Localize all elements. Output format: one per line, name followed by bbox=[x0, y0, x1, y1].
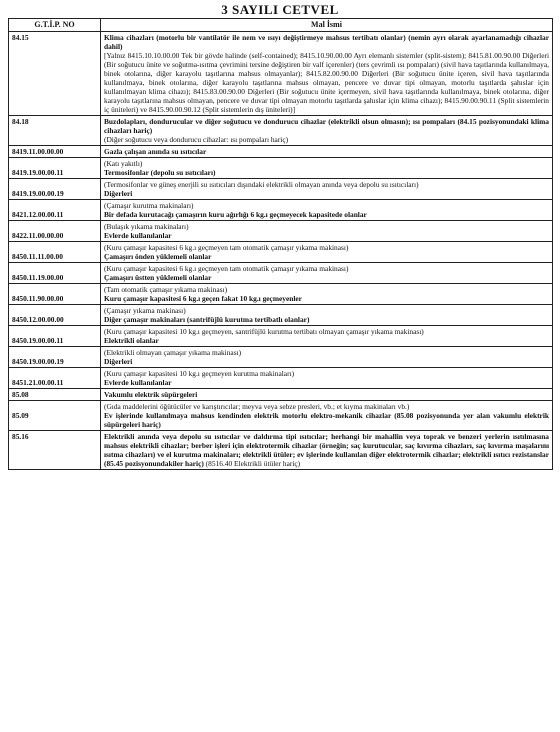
row-title: Kuru çamaşır kapasitesi 6 kg.ı geçen fakat 10 kg.ı geçmeyenler bbox=[104, 294, 302, 303]
row-code: 8451.21.00.00.11 bbox=[9, 368, 101, 389]
row-description bbox=[101, 179, 553, 200]
table-row bbox=[9, 431, 553, 470]
header-code: G.T.İ.P. NO bbox=[9, 19, 101, 32]
row-description bbox=[101, 326, 553, 347]
row-description bbox=[101, 431, 553, 470]
row-title: Evlerde kullanılanlar bbox=[104, 378, 172, 387]
table-row bbox=[9, 200, 553, 221]
row-description bbox=[101, 221, 553, 242]
row-note: (8516.40 Elektrikli ütüler hariç) bbox=[205, 459, 301, 468]
table-row bbox=[9, 116, 553, 146]
row-code: 8450.11.19.00.00 bbox=[9, 263, 101, 284]
row-title: Diğer çamaşır makinaları (santrifüjlü kurutma tertibatlı olanlar) bbox=[104, 315, 310, 324]
row-description bbox=[101, 116, 553, 146]
row-code: 85.08 bbox=[9, 389, 101, 401]
row-code: 8421.12.00.00.11 bbox=[9, 200, 101, 221]
row-title: Elektrikli anında veya depolu su ısıtıcılar ve daldırma tipi ısıtıcılar; herhangi bir mahallin veya toprak ve benzeri yerlerin ısıtılmasına mahsus elektrikli cihazlar; berber işleri için elektrotermik cihazlar (örneğin; saç kurutucular, saç kıvırma cihazları, saç kıvırma maşalarını ısıtma cihazları) ve el kurutma makinaları; elektrikli ütüler; ev işlerinde kullanılan diğer elektrotermik cihazlar; elektrikli ısıtıcı rezistanslar (85.45 pozisyonundakiler hariç) bbox=[104, 432, 549, 468]
row-title: Buzdolapları, dondurucular ve diğer soğutucu ve dondurucu cihazlar (elektrikli olsun olmasın); ısı pompaları (84.15 pozisyonundaki klima cihazları hariç) bbox=[104, 117, 549, 135]
row-description bbox=[101, 401, 553, 431]
table-row bbox=[9, 326, 553, 347]
row-code: 8450.11.90.00.00 bbox=[9, 284, 101, 305]
table-row bbox=[9, 368, 553, 389]
row-code: 8450.19.00.00.11 bbox=[9, 326, 101, 347]
row-description bbox=[101, 32, 553, 116]
goods-table bbox=[8, 18, 553, 470]
row-title: Evlerde kullanılanlar bbox=[104, 231, 172, 240]
row-context: (Kuru çamaşır kapasitesi 10 kg.ı geçmeyen kurutma makinaları) bbox=[104, 369, 295, 378]
row-description bbox=[101, 284, 553, 305]
row-context: (Bulaşık yıkama makinaları) bbox=[104, 222, 189, 231]
row-code: 85.09 bbox=[9, 401, 101, 431]
row-title: Elektrikli olanlar bbox=[104, 336, 159, 345]
row-code: 8450.19.00.00.19 bbox=[9, 347, 101, 368]
row-code: 85.16 bbox=[9, 431, 101, 470]
table-row bbox=[9, 389, 553, 401]
row-title: Çamaşırı üstten yüklemeli olanlar bbox=[104, 273, 212, 282]
row-title: Bir defada kurutacağı çamaşırın kuru ağırlığı 6 kg.ı geçmeyecek kapasitede olanlar bbox=[104, 210, 367, 219]
row-context: (Katı yakıtlı) bbox=[104, 159, 143, 168]
table-row bbox=[9, 158, 553, 179]
row-code: 8422.11.00.00.00 bbox=[9, 221, 101, 242]
row-description bbox=[101, 389, 553, 401]
table-header-row bbox=[9, 19, 553, 32]
row-note: [Yalnız 8415.10.10.00.00 Tek bir gövde halinde (self-contained); 8415.10.90.00.00 Ayrı elemanlı sistemler (split-sistem); 8415.81.00.90.00 Diğerleri (Bir soğutucu ünite ve soğutma-ısıtma çevrimini tersine değiştiren bir valf içerenler) (ters çevrimli ısı pompaları) (sivil hava taşıtlarında kullanılmaya, binek otolarına, diğer karayolu taşıtlarına mahsus olmayanlar); 8415.82.00.90.00 Diğerleri (Bir soğutucu ünite içeren, sivil hava taşıtlarında kullanılmaya, binek otolarına, diğer karayolu taşıtlarına mahsus olmayan, pencere ve duvar tipi olmayan, motorlu taşıtlarda şahıslar için kullanılmayan klima cihazı); 8415.83.00.90.00 Diğerleri (Bir soğutucu ünite içermeyen, sivil hava taşıtlarında kullanılmaya, binek otolarına, diğer karayolu taşıtlarına mahsus olmayan, pencere ve duvar tipi olmayan motorlu taşıtlarda şahıslar için klima cihazı); 8415.90.00.90.11 (Split sistemlerin iç üniteleri) ve 8415.90.00.90.12 (Split sistemlerin dış üniteleri)] bbox=[104, 51, 549, 114]
table-row bbox=[9, 284, 553, 305]
table-row bbox=[9, 242, 553, 263]
row-context: (Çamaşır yıkama makinası) bbox=[104, 306, 186, 315]
row-context: (Çamaşır kurutma makinaları) bbox=[104, 201, 194, 210]
table-row bbox=[9, 32, 553, 116]
row-title: Klima cihazları (motorlu bir vantilatör ile nem ve ısıyı değiştirmeye mahsus tertibatı olanlar) (nemin ayrı olarak ayarlanamadığı cihazlar dahil) bbox=[104, 33, 549, 51]
row-code: 8450.11.11.00.00 bbox=[9, 242, 101, 263]
row-description bbox=[101, 242, 553, 263]
row-context: (Kuru çamaşır kapasitesi 6 kg.ı geçmeyen tam otomatik çamaşır yıkama makinası) bbox=[104, 264, 349, 273]
row-description bbox=[101, 368, 553, 389]
table-row bbox=[9, 221, 553, 242]
row-title: Vakumlu elektrik süpürgeleri bbox=[104, 390, 198, 399]
table-row bbox=[9, 347, 553, 368]
row-description bbox=[101, 158, 553, 179]
row-title: Diğerleri bbox=[104, 189, 133, 198]
row-code: 84.15 bbox=[9, 32, 101, 116]
row-code: 8419.19.00.00.11 bbox=[9, 158, 101, 179]
table-row bbox=[9, 263, 553, 284]
table-row bbox=[9, 305, 553, 326]
row-description bbox=[101, 347, 553, 368]
row-description bbox=[101, 200, 553, 221]
row-context: (Elektrikli olmayan çamaşır yıkama makinası) bbox=[104, 348, 242, 357]
row-title: Ev işlerinde kullanılmaya mahsus kendinden elektrik motorlu elektro-mekanik cihazlar (85.08 pozisyonunda yer alan vakumlu elektrik süpürgeleri hariç) bbox=[104, 411, 549, 429]
row-title: Diğerleri bbox=[104, 357, 133, 366]
header-name: Mal İsmi bbox=[101, 19, 553, 32]
row-description bbox=[101, 263, 553, 284]
table-row bbox=[9, 179, 553, 200]
row-context: (Tam otomatik çamaşır yıkama makinası) bbox=[104, 285, 228, 294]
row-note: (Diğer soğutucu veya dondurucu cihazlar: ısı pompaları hariç) bbox=[104, 135, 289, 144]
row-code: 8450.12.00.00.00 bbox=[9, 305, 101, 326]
page-title: 3 SAYILI CETVEL bbox=[221, 2, 339, 17]
row-code: 84.18 bbox=[9, 116, 101, 146]
row-context: (Termosifonlar ve güneş enerjili su ısıtıcıları dışındaki elektrikli olmayan anında veya depolu su ısıtıcıları) bbox=[104, 180, 419, 189]
row-title: Çamaşırı önden yüklemeli olanlar bbox=[104, 252, 212, 261]
row-title: Gazla çalışan anında su ısıtıcılar bbox=[104, 147, 207, 156]
row-title: Termosifonlar (depolu su ısıtıcıları) bbox=[104, 168, 216, 177]
row-code: 8419.11.00.00.00 bbox=[9, 146, 101, 158]
row-description bbox=[101, 305, 553, 326]
row-context: (Kuru çamaşır kapasitesi 6 kg.ı geçmeyen tam otomatik çamaşır yıkama makinası) bbox=[104, 243, 349, 252]
table-row bbox=[9, 146, 553, 158]
table-row bbox=[9, 401, 553, 431]
row-code: 8419.19.00.00.19 bbox=[9, 179, 101, 200]
row-context: (Gıda maddelerini öğütücüler ve karıştırıcılar; meyva veya sebze presleri, vb.; et kıyma makinaları vb.) bbox=[104, 402, 410, 411]
row-context: (Kuru çamaşır kapasitesi 10 kg.ı geçmeyen, santrifüjlü kurutma tertibatı olmayan çamaşır yıkama makinası) bbox=[104, 327, 424, 336]
row-description bbox=[101, 146, 553, 158]
